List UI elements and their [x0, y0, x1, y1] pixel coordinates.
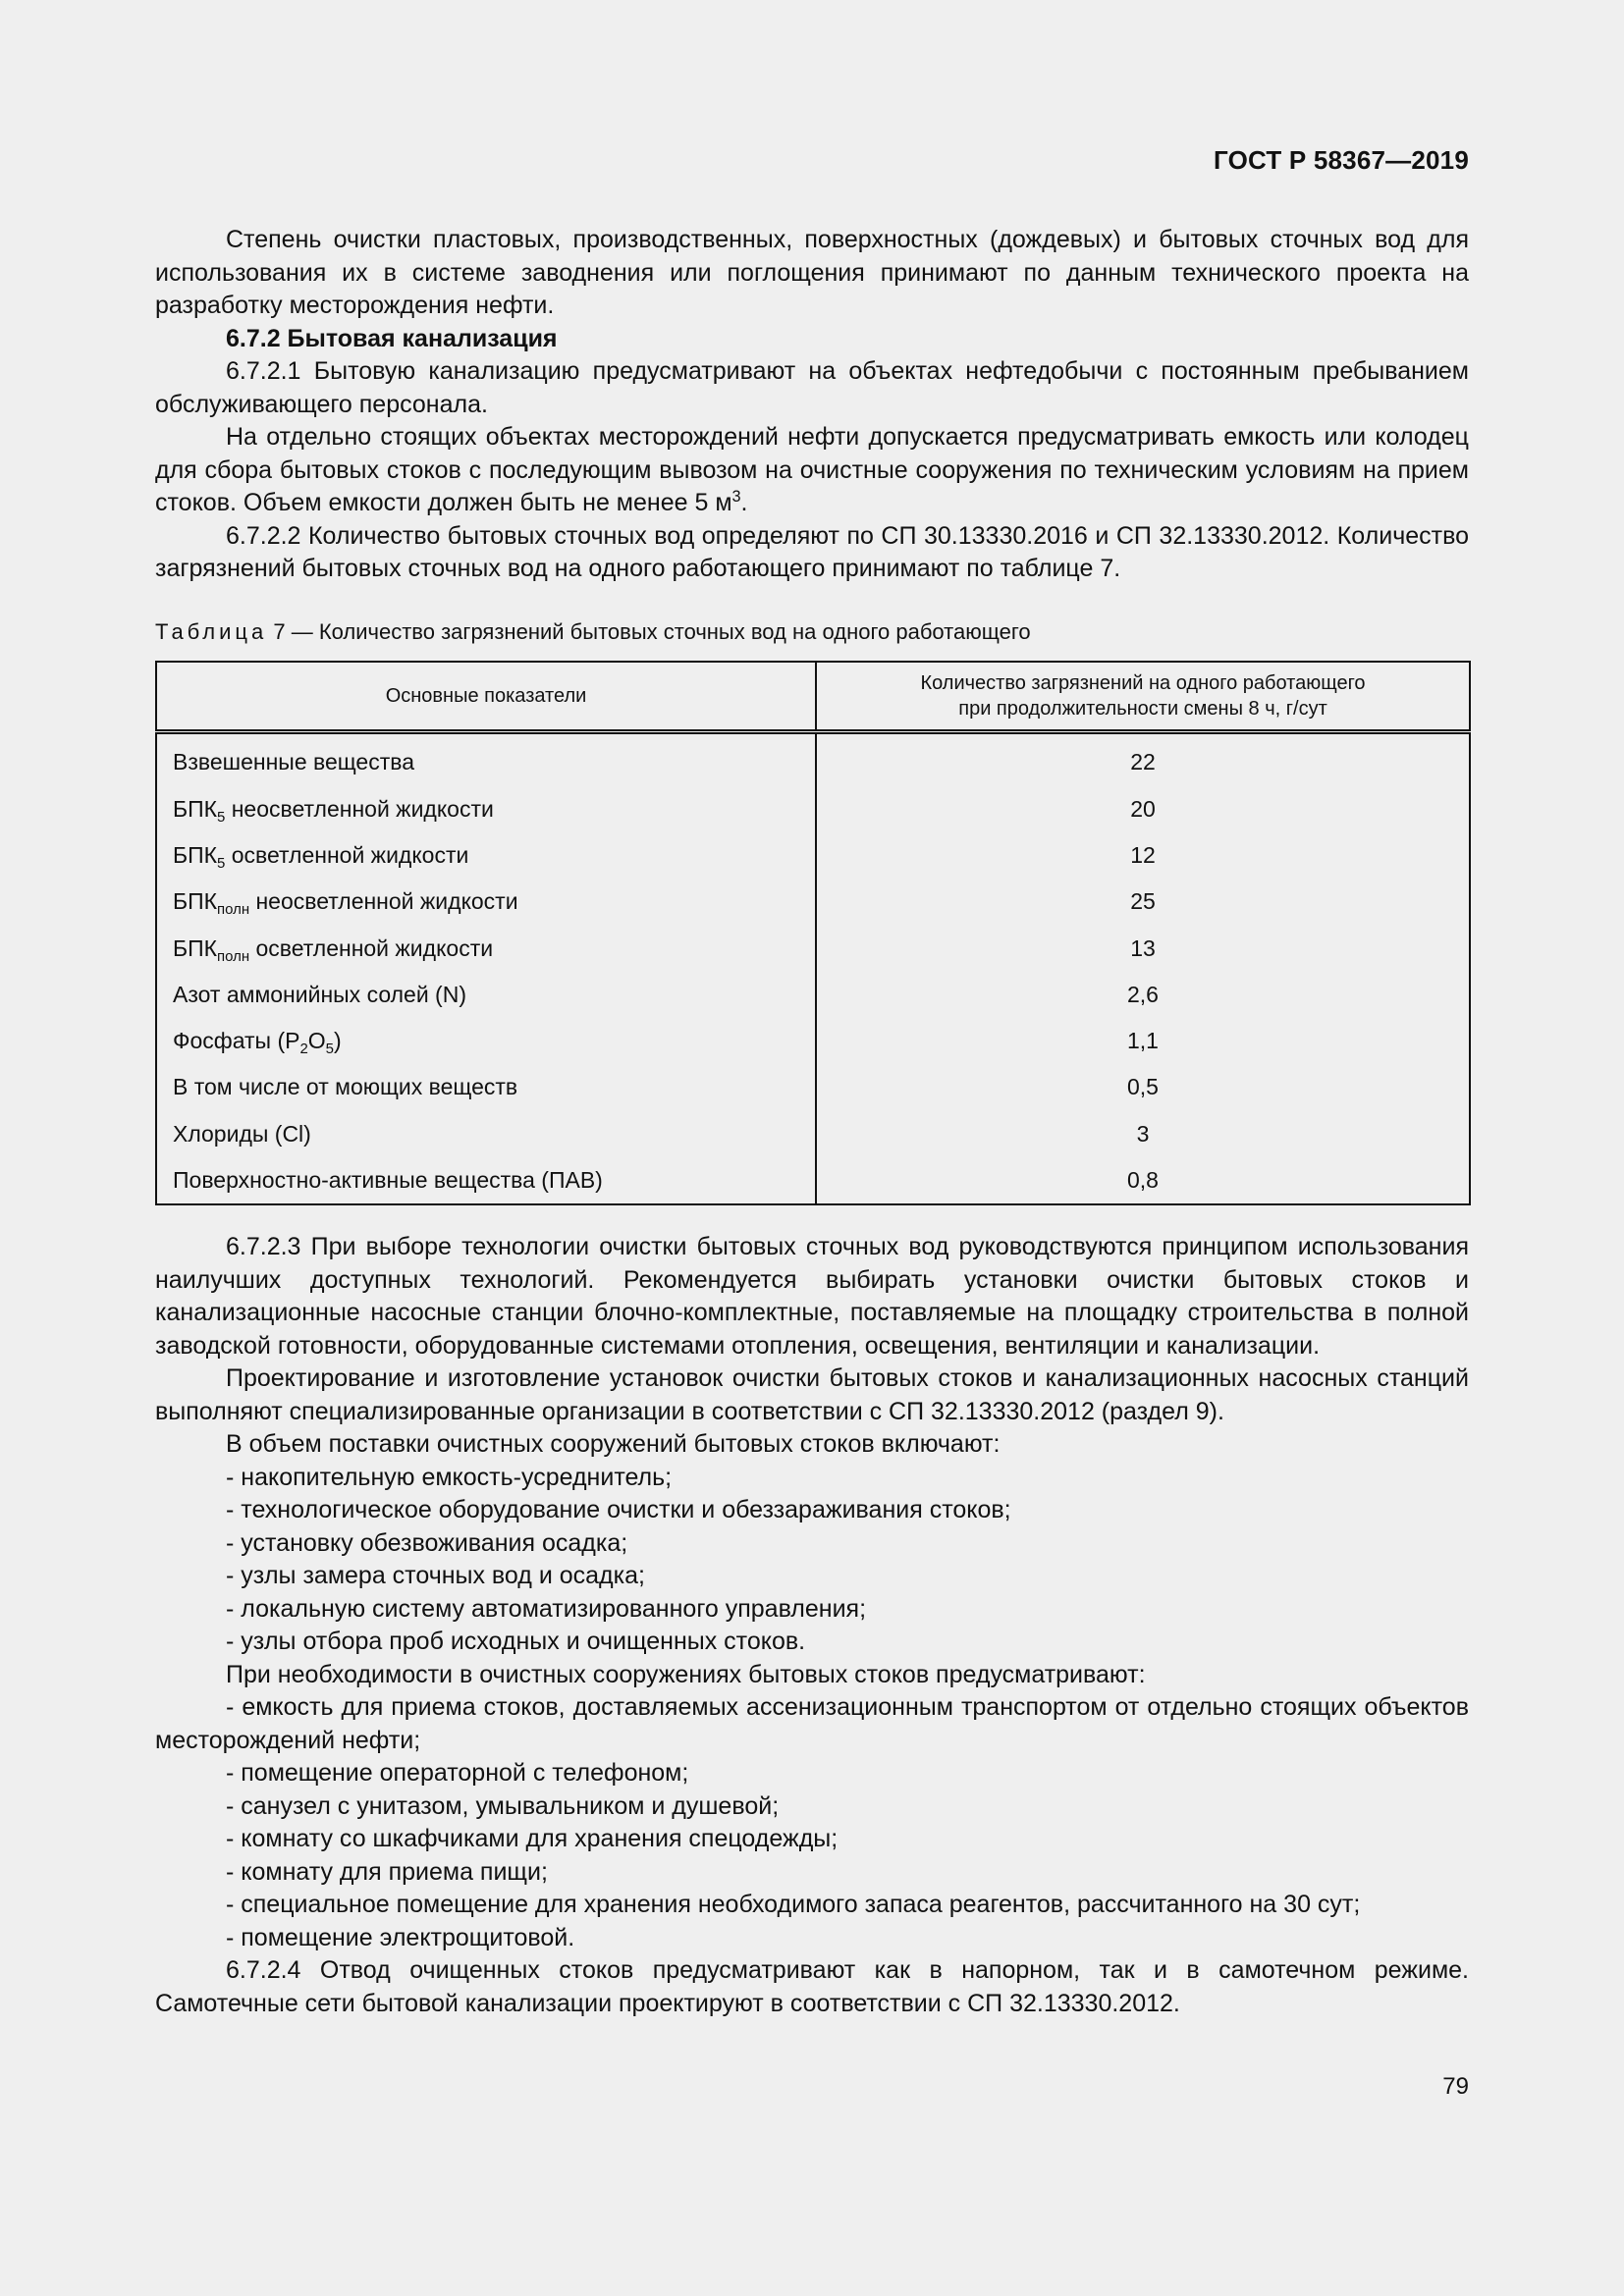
- paragraph-if-necessary: При необходимости в очистных сооружениях бытовых стоков предусматривают:: [226, 1660, 1146, 1688]
- indicator-sub: полн: [217, 947, 250, 965]
- indicator-sub2: 5: [325, 1041, 334, 1058]
- standalone-objects-text: На отдельно стоящих объектах месторождений нефти допускается предусматривать емкость или колодец для сбора бытовых стоков с последующим вывозом на очистные сооружения по техническим условиям на прием стоков. Объем емкости должен быть не менее 5 м: [155, 423, 1469, 516]
- value-cell: 22: [1130, 749, 1156, 775]
- indicator-sub: полн: [217, 901, 250, 919]
- list-item: - санузел с унитазом, умывальником и душевой;: [226, 1791, 780, 1820]
- value-cell: 0,5: [1127, 1074, 1159, 1100]
- list-item: - накопительную емкость-усреднитель;: [226, 1463, 673, 1491]
- indicator-pre: Хлориды (Cl): [173, 1120, 311, 1147]
- document-code: ГОСТ Р 58367—2019: [1214, 145, 1469, 175]
- delivery-scope-list: [155, 1462, 1469, 1659]
- indicator-pre: БПК: [173, 795, 218, 822]
- table-header-row: [156, 662, 1470, 732]
- table-caption: [155, 617, 1469, 647]
- list-item: - комнату со шкафчиками для хранения спецодежды;: [226, 1825, 839, 1853]
- list-item: - помещение электрощитовой.: [226, 1923, 575, 1951]
- indicator-post: O: [307, 1028, 326, 1054]
- indicator-pre: БПК: [173, 934, 218, 961]
- table-row: [156, 832, 1470, 879]
- value-cell: 20: [1130, 795, 1156, 822]
- paragraph-6-7-2-2: 6.7.2.2 Количество бытовых сточных вод определяют по СП 30.13330.2016 и СП 32.13330.2012. Количество загрязнений бытовых сточных вод на одного работающего принимают по таблице 7.: [155, 521, 1469, 582]
- table-row: [156, 731, 1470, 786]
- paragraph-delivery-scope: В объем поставки очистных сооружений бытовых стоков включают:: [226, 1430, 1001, 1459]
- table-row: [156, 1157, 1470, 1204]
- list-item: - локальную систему автоматизированного управления;: [226, 1594, 867, 1623]
- table-row: [156, 879, 1470, 925]
- table-row: [156, 972, 1470, 1018]
- indicator-cell: [156, 1111, 816, 1157]
- indicator-pre: Фосфаты (P: [173, 1028, 300, 1054]
- list-item: - технологическое оборудование очистки и обеззараживания стоков;: [226, 1496, 1011, 1524]
- value-cell: 13: [1130, 934, 1156, 961]
- list-item: - узлы замера сточных вод и осадка;: [226, 1562, 645, 1590]
- indicator-cell: [156, 832, 816, 879]
- header-main-indicators: Основные показатели: [156, 662, 816, 732]
- indicator-post: осветленной жидкости: [249, 934, 494, 961]
- indicator-cell: [156, 879, 816, 925]
- paragraph-6-7-2-1: 6.7.2.1 Бытовую канализацию предусматривают на объектах нефтедобычи с постоянным пребыванием обслуживающего персонала.: [155, 357, 1469, 418]
- table-7-wrapper: [155, 661, 1469, 1206]
- value-cell: 25: [1130, 888, 1156, 915]
- paragraph-6-7-2-3: 6.7.2.3 При выборе технологии очистки бытовых сточных вод руководствуются принципом использования наилучших доступных технологий. Рекомендуется выбирать установки очистки бытовых стоков и канализационные насосные станции блочно-комплектные, поставляемые на площадку строительства в полной заводской готовности, оборудованные системами отопления, освещения, вентиляции и канализации.: [155, 1233, 1469, 1360]
- cubic-superscript: 3: [731, 488, 741, 507]
- list-item: - комнату для приема пищи;: [226, 1857, 548, 1886]
- indicator-post: неосветленной жидкости: [225, 795, 494, 822]
- standalone-objects-end: .: [740, 489, 748, 516]
- value-cell: 0,8: [1127, 1167, 1159, 1194]
- value-cell: 3: [1136, 1120, 1150, 1147]
- table-row: [156, 786, 1470, 832]
- indicator-pre: Взвешенные вещества: [173, 749, 414, 775]
- page-number: 79: [1442, 2073, 1469, 2100]
- table-row: [156, 1065, 1470, 1111]
- paragraph-standalone-objects: [155, 421, 1469, 520]
- indicator-post: неосветленной жидкости: [249, 888, 518, 915]
- indicator-pre: Поверхностно-активные вещества (ПАВ): [173, 1167, 603, 1194]
- table-row: [156, 926, 1470, 972]
- value-cell: 2,6: [1127, 981, 1159, 1007]
- section-heading-6-7-2: 6.7.2 Бытовая канализация: [226, 324, 558, 352]
- table-body: [156, 731, 1470, 1204]
- list-item: - помещение операторной с телефоном;: [226, 1759, 689, 1788]
- header-pollution-amount: [816, 662, 1470, 732]
- value-cell: 1,1: [1127, 1028, 1159, 1054]
- indicator-cell: [156, 1065, 816, 1111]
- list-item: - специальное помещение для хранения необходимого запаса реагентов, рассчитанного на 30 сут;: [226, 1891, 1361, 1919]
- page-content: [155, 224, 1469, 2020]
- indicator-post: осветленной жидкости: [225, 841, 469, 868]
- table-caption-text: 7 — Количество загрязнений бытовых сточных вод на одного работающего: [267, 618, 1031, 644]
- table-row: [156, 1018, 1470, 1064]
- indicator-sub: 5: [217, 855, 226, 873]
- indicator-pre: БПК: [173, 888, 218, 915]
- paragraph-6-7-2-4: 6.7.2.4 Отвод очищенных стоков предусматривают как в напорном, так и в самотечном режиме. Самотечные сети бытовой канализации проектируют в соответствии с СП 32.13330.2012.: [155, 1956, 1469, 2017]
- paragraph-treatment-degree: Степень очистки пластовых, производственных, поверхностных (дождевых) и бытовых сточных вод для использования их в системе заводнения или поглощения принимают по данным технического проекта на разработку месторождения нефти.: [155, 226, 1469, 319]
- indicator-cell: [156, 731, 816, 786]
- indicator-cell: [156, 1157, 816, 1204]
- optional-facilities-list: [155, 1691, 1469, 1954]
- list-item: - емкость для приема стоков, доставляемых ассенизационным транспортом от отдельно стоящих объектов месторождений нефти;: [155, 1693, 1469, 1754]
- list-item: - установку обезвоживания осадка;: [226, 1528, 628, 1557]
- header-pollution-line2: при продолжительности смены 8 ч, г/сут: [958, 697, 1327, 720]
- list-item: - узлы отбора проб исходных и очищенных стоков.: [226, 1628, 806, 1656]
- header-pollution-line1: Количество загрязнений на одного работающего: [920, 671, 1366, 694]
- table-row: [156, 1111, 1470, 1157]
- indicator-pre: В том числе от моющих веществ: [173, 1074, 518, 1100]
- indicator-pre: БПК: [173, 841, 218, 868]
- indicator-post2: ): [333, 1028, 342, 1054]
- table-caption-label: Таблица: [155, 618, 268, 644]
- indicator-sub: 5: [217, 808, 226, 826]
- paragraph-design-manufacture: Проектирование и изготовление установок очистки бытовых стоков и канализационных насосных станций выполняют специализированные организации в соответствии с СП 32.13330.2012 (раздел 9).: [155, 1364, 1469, 1425]
- indicator-cell: [156, 972, 816, 1018]
- indicator-cell: [156, 1018, 816, 1064]
- indicator-pre: Азот аммонийных солей (N): [173, 981, 466, 1007]
- value-cell: 12: [1130, 841, 1156, 868]
- pollution-table: [155, 661, 1471, 1206]
- indicator-cell: [156, 786, 816, 832]
- indicator-cell: [156, 926, 816, 972]
- indicator-sub: 2: [299, 1041, 308, 1058]
